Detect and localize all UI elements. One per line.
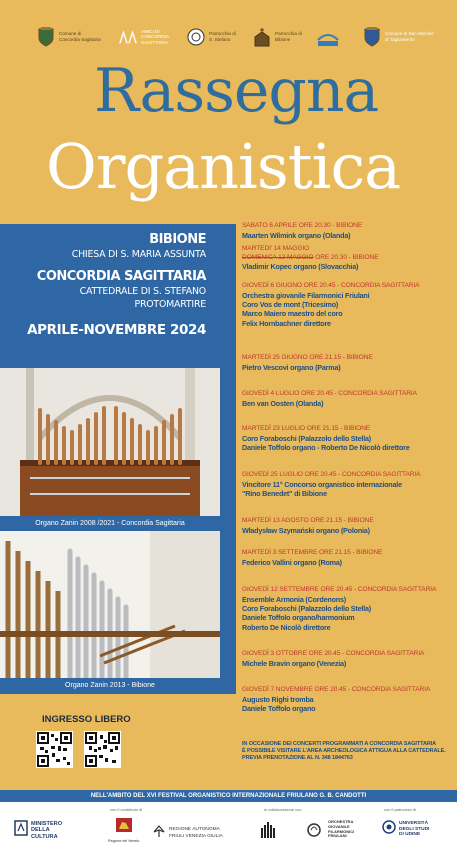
event-8: MARTEDÌ 13 AGOSTO ORE 21.15 - BIBIONE Władysław Szymański organo (Polonia) [242,517,374,535]
event-6: MARTEDÌ 23 LUGLIO ORE 21.15 - BIBIONE Coro Foraboschi (Palazzolo dello Stella) Daniele Toffolo organo - Roberto De Nicolò direttore [242,425,410,452]
crest-icon [362,26,382,48]
bibione-logo-icon [316,28,340,50]
patron-label: con il patrocinio di [384,807,417,812]
footer-sponsors [0,802,457,862]
venue-panel [0,224,220,368]
festival-band: NELL'AMBITO DEL XVI FESTIVAL ORGANISTICO INTERNAZIONALE FRIULANO G. B. CANDOTTI [0,790,457,802]
event-1: SABATO 6 APRILE ORE 20.30 - BIBIONE Maarten Wilmink organo (Olanda) [242,222,363,240]
logo-ofi [306,822,322,843]
event-9: MARTEDÌ 3 SETTEMBRE ORE 21.15 - BIBIONE Federico Vallini organo (Roma) [242,549,383,567]
organ-photo-concordia [0,368,220,516]
archaeology-note: IN OCCASIONE DEI CONCERTI PROGRAMMATI A CONCORDIA SAGITTARIA È POSSIBILE VISITARE L'AREA ARCHEOLOGICA ATTIGUA ALLA CATTEDRALE. PREVIA PRENOTAZIONE AL N. 348 1844763 [242,741,446,762]
qr-code-1[interactable] [36,731,73,768]
venue-concordia-church-2: PROTOMARTIRE [134,299,206,310]
event-3: GIOVEDÌ 6 GIUGNO ORE 20.45 - CONCORDIA SAGITTARIA Orchestra giovanile Filarmonici Friulani Coro Vos de mont (Tricesimo) Marco Maiero maestro del coro Felix Hornbachner direttore [242,282,420,328]
organ-photo-bibione [0,531,220,678]
logo-regione-fvg: REGIONE AUTONOMA FRIULI VENEZIA GIULIA [152,824,223,843]
event-10: GIOVEDÌ 12 SETTEMBRE ORE 20.45 - CONCORDIA SAGITTARIA Ensemble Armonia (Cordenons) Coro Foraboschi (Palazzolo dello Stella) Daniele Toffolo organo/harmonium Roberto De Nicolò direttore [242,586,437,632]
venue-bibione-church: CHIESA DI S. MARIA ASSUNTA [71,249,206,260]
title-organistica: Organistica [46,130,401,203]
event-11: GIOVEDÌ 3 OTTOBRE ORE 20.45 - CONCORDIA SAGITTARIA Michele Bravin organo (Venezia) [242,650,425,668]
ministry-emblem-icon [14,820,28,841]
lion-icon [116,818,132,837]
university-seal-icon [382,820,396,839]
crest-icon [36,26,56,48]
event-2: MARTEDI' 14 MAGGIO DOMENICA 12 MAGGIO ORE 20.30 - BIBIONE Vladimir Kopec organo (Slovacchia) [242,245,379,272]
festival-dates: APRILE-NOVEMBRE 2024 [27,322,206,338]
collab-label: in collaborazione con [264,807,302,812]
title-rassegna: Rassegna [94,56,379,126]
caption-organ-bibione: Organo Zanin 2013 - Bibione [0,678,220,694]
logo-ministero-cultura: MINISTERO DELLA CULTURA [14,820,62,841]
event-7: GIOVEDÌ 25 LUGLIO ORE 20.45 - CONCORDIA SAGITTARIA Vincitore 11° Concorso organistico internazionale "Rino Benedet" di Bibione [242,471,421,498]
logo-universita-udine: UNIVERSITÀ DEGLI STUDI DI UDINE [382,820,429,839]
logo-academy [260,822,280,843]
logo-comune-concordia: Comune di Concordia Sagittaria [36,26,101,48]
ofi-logo-icon [306,822,322,843]
venue-concordia: CONCORDIA SAGITTARIA [36,269,206,284]
church-icon [252,26,272,48]
organ-pipes-icon [260,822,280,843]
caption-organ-concordia: Organo Zanin 2008 /2021 - Concordia Sagittaria [0,516,220,531]
logo-amici-concordia: AMICI DI CONCORDIA SAGITTARIA [118,26,169,48]
event-12: GIOVEDÌ 7 NOVEMBRE ORE 20.45 - CONCORDIA SAGITTARIA Augusto Righi tromba Daniele Toffolo organo [242,686,431,713]
qr-code-2[interactable] [84,731,121,768]
blue-sidebar-strip [220,224,236,694]
logo-parrocchia-stefano: Parrocchia di S. Stefano [186,26,236,48]
logo-comune-san-michele: Comune di San Michele al Tagliamento [362,26,434,48]
event-5: GIOVEDÌ 4 LUGLIO ORE 20.45 - CONCORDIA SAGITTARIA Ben van Oosten (Olanda) [242,390,417,408]
logo-parrocchia-bibione: Parrocchia di Bibione [252,26,302,48]
event-4: MARTEDÌ 25 GIUGNO ORE 21.15 - BIBIONE Pietro Vescovi organo (Parma) [242,354,373,372]
logo-regione-veneto: Regione del Veneto [108,818,139,844]
logo-orchestra-filarmonici: ORCHESTRA GIOVANILE FILARMONICI FRIULANI [328,819,355,839]
entry-free-label: INGRESSO LIBERO [42,714,131,725]
venue-concordia-church: CATTEDRALE DI S. STEFANO [79,286,206,297]
support-label: con il contributo di [110,807,143,812]
amici-logo-icon [118,26,138,48]
venue-bibione: BIBIONE [149,232,206,247]
logo-bibione [316,28,340,50]
parish-seal-icon [186,26,206,48]
eagle-icon [152,824,166,843]
sponsor-logos-top [0,0,457,62]
